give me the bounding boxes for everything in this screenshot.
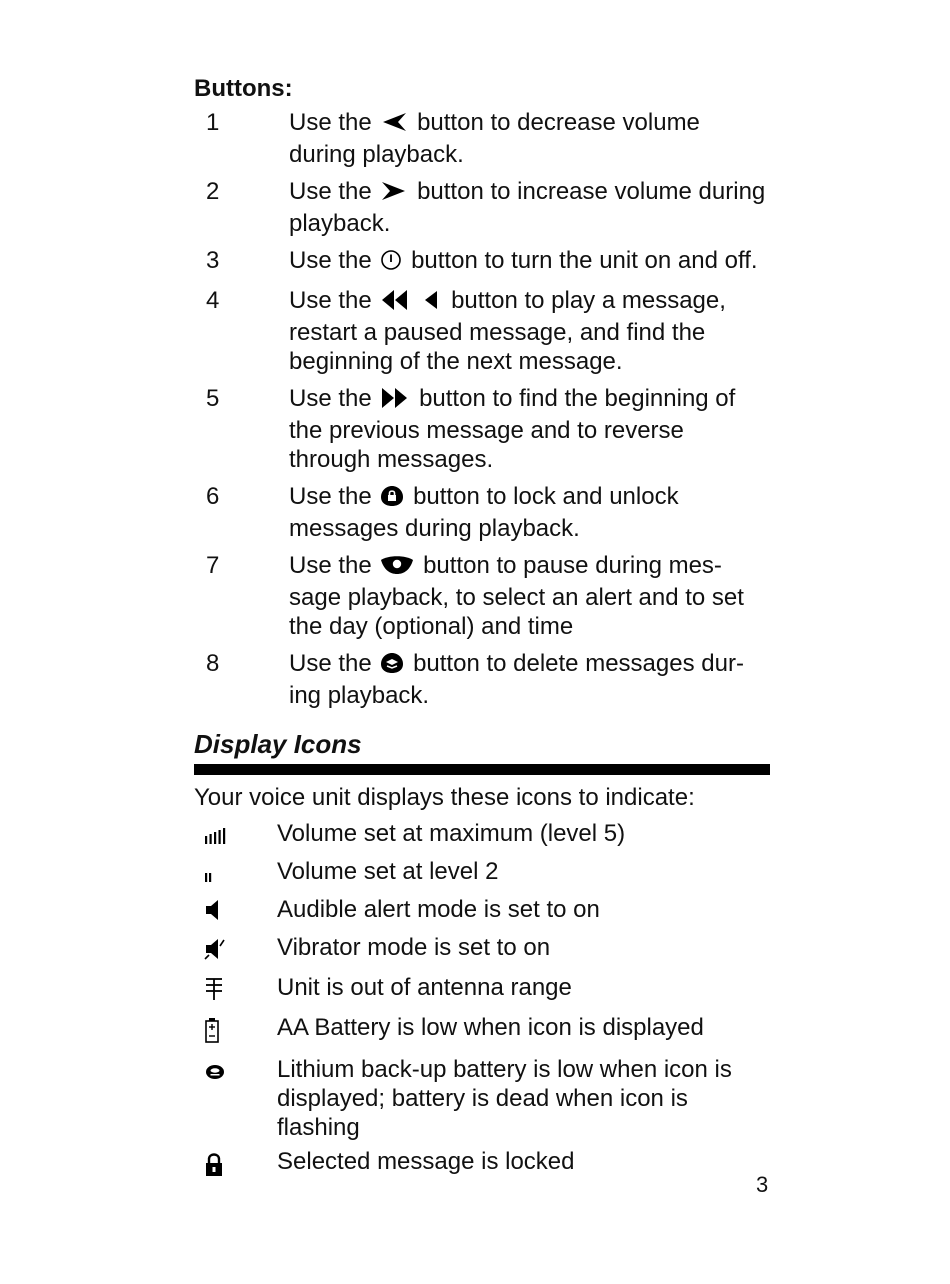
item-number: 2: [206, 178, 220, 205]
display-icons-list: [194, 819, 770, 1184]
antenna-icon: [204, 980, 224, 1007]
display-icon-item: [194, 933, 770, 968]
item-text-before: Use the: [289, 650, 372, 677]
button-item-6: [194, 482, 770, 543]
item-number: 7: [206, 552, 220, 579]
volume-level2-icon: [204, 862, 226, 889]
button-item-1: [194, 108, 770, 169]
section-title-display-icons: Display Icons: [194, 729, 362, 759]
buttons-list: [194, 108, 770, 710]
icon-description: Selected message is locked: [277, 1148, 575, 1175]
display-icon-item: [194, 857, 770, 890]
icon-description: Volume set at level 2: [277, 858, 499, 885]
display-icon-item: [194, 819, 770, 852]
display-icon-item: [194, 973, 770, 1008]
delete-icon: [380, 652, 404, 681]
display-icon-item: [194, 1055, 770, 1142]
button-item-5: [194, 384, 770, 474]
item-text-after: button to turn the unit on and off.: [411, 247, 758, 274]
item-text-after: button to decrease volume during playback.: [289, 109, 700, 168]
item-text-before: Use the: [289, 552, 372, 579]
display-icons-intro: Your voice unit displays these icons to indicate:: [194, 784, 695, 811]
battery-icon: [204, 1022, 220, 1049]
item-text-before: Use the: [289, 287, 372, 314]
icon-description: Audible alert mode is set to on: [277, 896, 600, 923]
item-text-after: button to lock and unlock messages during playback.: [289, 483, 679, 542]
item-text-before: Use the: [289, 483, 372, 510]
display-icon-item: [194, 895, 770, 928]
item-text-after: button to delete messages dur-ing playback.: [289, 650, 744, 709]
item-number: 1: [206, 109, 220, 136]
volume-max-icon: [204, 824, 226, 851]
lock-button-icon: [380, 485, 404, 514]
pause-eye-icon: [380, 554, 414, 583]
page-number: 3: [756, 1172, 769, 1197]
fast-forward-icon: [380, 387, 410, 416]
lock-icon: [204, 1156, 224, 1183]
icon-description: Unit is out of antenna range: [277, 974, 572, 1001]
buttons-heading: Buttons:: [194, 75, 293, 102]
rewind-play-icon: [380, 289, 442, 318]
display-icon-item: [194, 1013, 770, 1050]
item-number: 8: [206, 650, 220, 677]
item-number: 5: [206, 385, 220, 412]
button-item-3: [194, 246, 770, 278]
button-item-7: [194, 551, 770, 641]
speaker-icon: [204, 900, 226, 927]
item-number: 6: [206, 483, 220, 510]
vibrator-icon: [204, 940, 228, 967]
display-icon-item: [194, 1147, 770, 1184]
item-text-before: Use the: [289, 109, 372, 136]
item-text-before: Use the: [289, 178, 372, 205]
item-number: 4: [206, 287, 220, 314]
power-icon: [380, 249, 402, 278]
lithium-battery-icon: [204, 1060, 226, 1087]
volume-up-icon: [380, 180, 408, 209]
item-text-before: Use the: [289, 247, 372, 274]
icon-description: Vibrator mode is set to on: [277, 934, 551, 961]
icon-description: AA Battery is low when icon is displayed: [277, 1014, 704, 1041]
volume-down-icon: [380, 111, 408, 140]
item-text-after: button to find the beginning of the previous message and to reverse through messages.: [289, 385, 736, 473]
item-text-after: button to pause during mes-sage playback, to select an alert and to set the day (optional) and time: [289, 552, 744, 640]
item-number: 3: [206, 247, 220, 274]
item-text-before: Use the: [289, 385, 372, 412]
section-divider: [194, 764, 770, 775]
icon-description: Volume set at maximum (level 5): [277, 820, 626, 847]
item-text-after: button to increase volume during playback.: [289, 178, 766, 237]
button-item-8: [194, 649, 770, 710]
icon-description: Lithium back-up battery is low when icon is displayed; battery is dead when icon is flashing: [277, 1056, 732, 1141]
button-item-2: [194, 177, 770, 238]
button-item-4: [194, 286, 770, 376]
manual-page: [194, 74, 770, 1189]
item-text-after: button to play a message, restart a paused message, and find the beginning of the next message.: [289, 287, 726, 375]
